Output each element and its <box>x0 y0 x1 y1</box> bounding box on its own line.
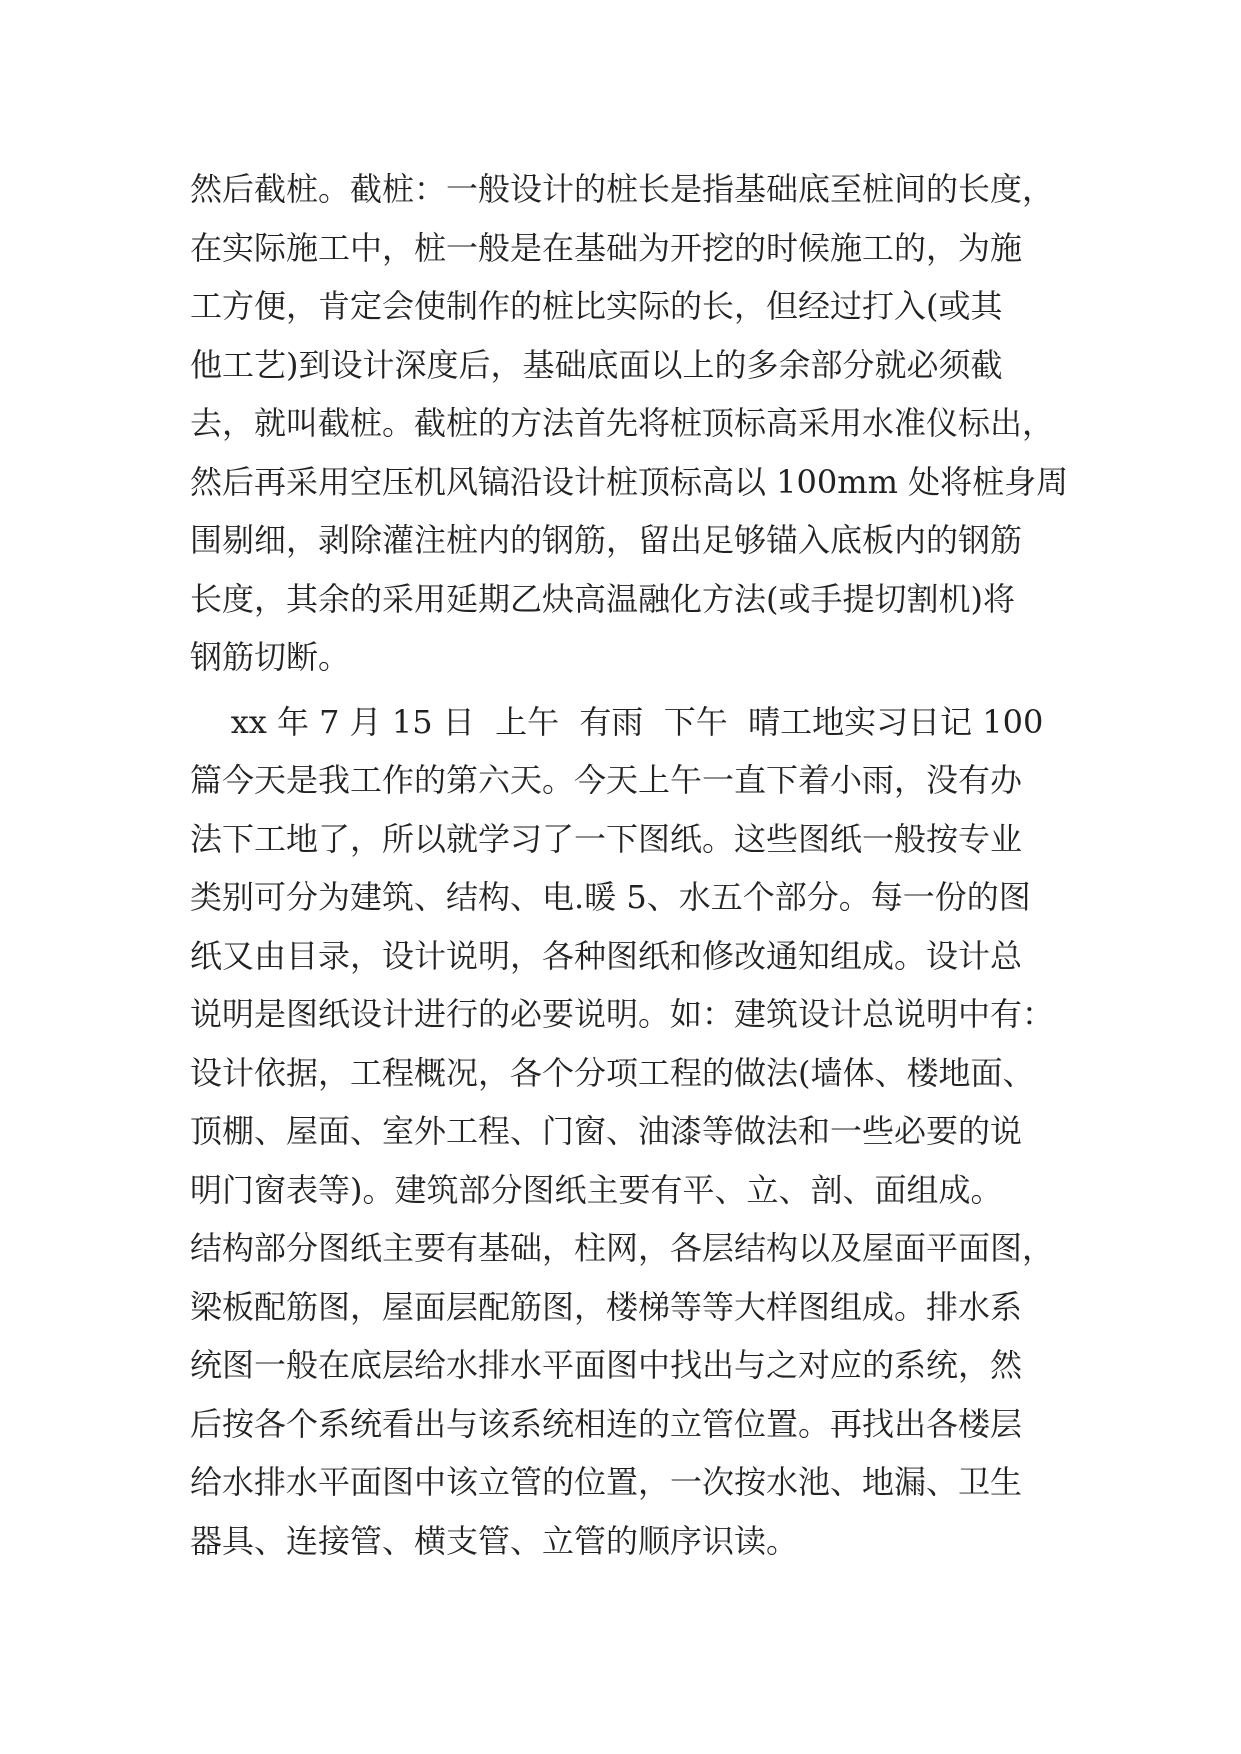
text-line: 后按各个系统看出与该系统相连的立管位置。再找出各楼层 <box>190 1404 1023 1443</box>
text-line: 篇今天是我工作的第六天。今天上午一直下着小雨，没有办 <box>190 761 1023 799</box>
text-line: 去，就叫截桩。截桩的方法首先将桩顶标高采用水准仪标出， <box>190 404 1055 442</box>
paragraph-diary-entry <box>190 693 1060 1571</box>
text-line: 他工艺)到设计深度后，基础底面以上的多余部分就必须截 <box>190 345 1003 384</box>
text-line: 类别可分为建筑、结构、电.暖 5、水五个部分。每一份的图 <box>190 878 1031 916</box>
document-body <box>190 160 1069 1570</box>
text-line: 法下工地了，所以就学习了一下图纸。这些图纸一般按专业 <box>190 819 1023 858</box>
text-line: 统图一般在底层给水排水平面图中找出与之对应的系统，然 <box>190 1346 1023 1384</box>
text-line: 在实际施工中，桩一般是在基础为开挖的时候施工的，为施 <box>190 228 1023 267</box>
text-line: 然后再采用空压机风镐沿设计桩顶标高以 100mm 处将桩身周 <box>190 462 1069 501</box>
text-line: 工方便，肯定会使制作的桩比实际的长，但经过打入(或其 <box>190 287 1003 325</box>
text-line: 说明是图纸设计进行的必要说明。如：建筑设计总说明中有： <box>190 995 1055 1033</box>
text-line: 顶棚、屋面、室外工程、门窗、油漆等做法和一些必要的说 <box>190 1112 1023 1150</box>
text-line: 明门窗表等)。建筑部分图纸主要有平、立、剖、面组成。 <box>190 1170 1003 1209</box>
text-line: 梁板配筋图，屋面层配筋图，楼梯等等大样图组成。排水系 <box>190 1287 1023 1326</box>
text-line: 器具、连接管、横支管、立管的顺序识读。 <box>190 1521 799 1560</box>
text-line: 给水排水平面图中该立管的位置，一次按水池、地漏、卫生 <box>190 1463 1023 1501</box>
text-line: 然后截桩。截桩：一般设计的桩长是指基础底至桩间的长度， <box>190 170 1055 208</box>
text-line: 长度，其余的采用延期乙炔高温融化方法(或手提切割机)将 <box>190 579 1015 618</box>
text-line: 结构部分图纸主要有基础，柱网，各层结构以及屋面平面图， <box>190 1229 1055 1267</box>
text-line: 钢筋切断。 <box>190 638 351 676</box>
text-line: xx 年 7 月 15 日 上午 有雨 下午 晴工地实习日记 100 <box>190 702 1044 741</box>
text-line: 纸又由目录，设计说明，各种图纸和修改通知组成。设计总 <box>190 936 1023 975</box>
text-line: 围剔细，剥除灌注桩内的钢筋，留出足够锚入底板内的钢筋 <box>190 521 1023 559</box>
paragraph-pile-cutting <box>190 160 1069 687</box>
text-line: 设计依据，工程概况，各个分项工程的做法(墙体、楼地面、 <box>190 1053 1035 1092</box>
